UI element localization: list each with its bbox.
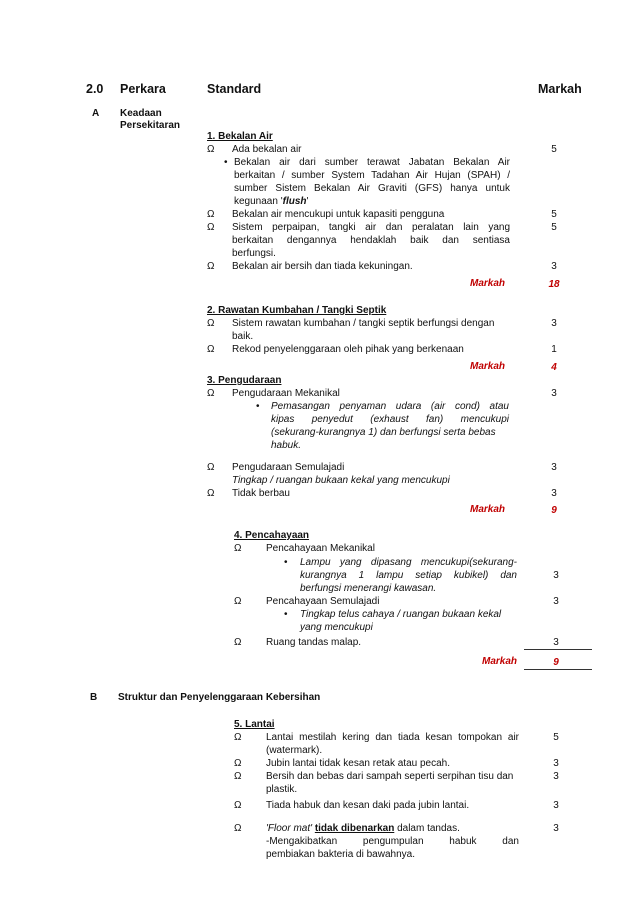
s1-item3-score: 5	[551, 222, 557, 233]
s1-item1: Ada bekalan air	[232, 144, 302, 155]
s1-markah-total: 18	[548, 279, 560, 290]
s1-item1-sub-line2: berkaitan / sumber System Tadahan Air Hujan (SPAH) /	[234, 170, 510, 181]
s5-heading: 5. Lantai	[234, 719, 275, 730]
omega-icon: Ω	[234, 758, 242, 769]
s1-item3-line1: Sistem perpaipan, tangki air dan peralatan lain yang	[232, 222, 510, 233]
s5-item4: Tiada habuk dan kesan daki pada jubin lantai.	[266, 800, 470, 811]
omega-icon: Ω	[207, 344, 215, 355]
header-standard: Standard	[207, 82, 262, 96]
omega-icon: Ω	[207, 144, 215, 155]
s4-item1-sub-line3: berfungsi menerangi kawasan.	[300, 583, 437, 594]
s1-item1-sub-line3: sumber Sistem Bekalan Air Graviti (GFS) hanya untuk	[234, 183, 510, 194]
s3-markah-label: Markah	[470, 504, 506, 515]
s3-item3: Tidak berbau	[232, 488, 290, 499]
s2-item1-line2: baik.	[232, 331, 254, 342]
s1-heading: 1. Bekalan Air	[207, 131, 273, 142]
s5-item1-line1: Lantai mestilah kering dan tiada kesan tompokan air	[266, 732, 519, 743]
s4-item2: Pencahayaan Semulajadi	[266, 596, 380, 607]
s4-markah-label: Markah	[482, 656, 518, 667]
s5-item5-line1	[266, 822, 460, 835]
s4-item1-sub-line1: Lampu yang dipasang mencukupi(sekurang-	[300, 557, 517, 568]
s1-markah-label: Markah	[470, 278, 506, 289]
s1-flush-pre: kegunaan '	[234, 196, 283, 207]
s3-item2-sub: Tingkap / ruangan bukaan kekal yang mencukupi	[232, 475, 450, 486]
omega-icon: Ω	[207, 209, 215, 220]
omega-icon: Ω	[234, 800, 242, 811]
s5-item5-line3: pembiakan bakteria di bawahnya.	[266, 849, 415, 860]
s3-item1-sub-line4: habuk.	[271, 440, 302, 451]
s5-item3-line2: plastik.	[266, 784, 298, 795]
omega-icon: Ω	[234, 637, 242, 648]
s3-item3-score: 3	[551, 488, 557, 499]
omega-icon: Ω	[207, 388, 215, 399]
s1-flush-word: flush	[282, 196, 307, 207]
s2-item2-score: 1	[551, 344, 557, 355]
bullet-icon: •	[284, 609, 288, 620]
score-rule	[524, 669, 592, 670]
header-markah: Markah	[538, 82, 582, 96]
omega-icon: Ω	[234, 771, 242, 782]
bullet-icon: •	[284, 557, 288, 568]
s5-item1-line2: (watermark).	[266, 745, 323, 756]
s4-item1-sub-line2: kurangnya 1 lampu setiap kubikel) dan	[300, 570, 517, 581]
s5-item3-score: 3	[553, 771, 559, 782]
s3-item1-sub-line3: (sekurang-kurangnya 1) dan berfungsi serta bebas	[271, 427, 496, 438]
s5-item5-score: 3	[553, 823, 559, 834]
s4-item2-score: 3	[553, 596, 559, 607]
s4-markah-total: 9	[553, 657, 559, 668]
s2-markah-total: 4	[551, 362, 557, 373]
omega-icon: Ω	[234, 596, 242, 607]
omega-icon: Ω	[207, 318, 215, 329]
s2-item2: Rekod penyelenggaraan oleh pihak yang berkenaan	[232, 344, 464, 355]
score-rule	[524, 649, 592, 650]
omega-icon: Ω	[207, 261, 215, 272]
s3-item1-sub-line1: Pemasangan penyaman udara (air cond) atau	[271, 401, 509, 412]
s1-item1-sub-line4	[234, 195, 308, 208]
s3-item2: Pengudaraan Semulajadi	[232, 462, 345, 473]
s4-item2-sub-line1: Tingkap telus cahaya / ruangan bukaan kekal	[300, 609, 502, 620]
s4-item2-sub-line2: yang mencukupi	[300, 622, 373, 633]
s1-flush-post: '	[306, 196, 309, 207]
omega-icon: Ω	[234, 732, 242, 743]
omega-icon: Ω	[207, 488, 215, 499]
s1-item1-score: 5	[551, 144, 557, 155]
s3-item1: Pengudaraan Mekanikal	[232, 388, 340, 399]
s5-item2: Jubin lantai tidak kesan retak atau pecah.	[266, 758, 451, 769]
s3-item2-score: 3	[551, 462, 557, 473]
s3-item1-score: 3	[551, 388, 557, 399]
s4-item3: Ruang tandas malap.	[266, 637, 362, 648]
section-a-letter: A	[92, 108, 100, 119]
s4-heading: 4. Pencahayaan	[234, 530, 310, 541]
s2-item1-line1: Sistem rawatan kumbahan / tangki septik berfungsi dengan	[232, 318, 495, 329]
s5-item3-line1: Bersih dan bebas dari sampah seperti serpihan tisu dan	[266, 771, 514, 782]
section-a-title-1: Keadaan	[120, 108, 162, 119]
s1-item4: Bekalan air bersih dan tiada kekuningan.	[232, 261, 413, 272]
s4-item3-score: 3	[553, 637, 559, 648]
s5-item2-score: 3	[553, 758, 559, 769]
s1-item1-sub-line1: Bekalan air dari sumber terawat Jabatan Bekalan Air	[234, 157, 510, 168]
s1-item3-line3: berfungsi.	[232, 248, 276, 259]
s1-item2-score: 5	[551, 209, 557, 220]
bullet-icon: •	[224, 157, 228, 168]
s2-heading: 2. Rawatan Kumbahan / Tangki Septik	[207, 305, 387, 316]
s1-item2: Bekalan air mencukupi untuk kapasiti pengguna	[232, 209, 445, 220]
omega-icon: Ω	[234, 543, 242, 554]
bullet-icon: •	[256, 401, 260, 412]
section-b-title: Struktur dan Penyelenggaraan Kebersihan	[118, 692, 321, 703]
s3-heading: 3. Pengudaraan	[207, 375, 282, 386]
section-b-letter: B	[90, 692, 98, 703]
s3-markah-total: 9	[551, 505, 557, 516]
section-a-title-2: Persekitaran	[120, 120, 181, 131]
s2-markah-label: Markah	[470, 361, 506, 372]
s3-item1-sub-line2: kipas penyedut (exhaust fan) mencukupi	[271, 414, 509, 425]
header-perkara: Perkara	[120, 82, 166, 96]
omega-icon: Ω	[234, 823, 242, 834]
omega-icon: Ω	[207, 462, 215, 473]
header-number: 2.0	[86, 82, 104, 96]
s4-item1: Pencahayaan Mekanikal	[266, 543, 375, 554]
s5-dalam-tandas: dalam tandas.	[394, 823, 460, 834]
s5-item4-score: 3	[553, 800, 559, 811]
s1-item4-score: 3	[551, 261, 557, 272]
s2-item1-score: 3	[551, 318, 557, 329]
s5-item1-score: 5	[553, 732, 559, 743]
s5-item5-line2: -Mengakibatkan pengumpulan habuk dan	[266, 836, 519, 847]
s1-item3-line2: berkaitan dengannya hendaklah baik dan sentiasa	[232, 235, 510, 246]
s4-item1-score: 3	[553, 570, 559, 581]
omega-icon: Ω	[207, 222, 215, 233]
s5-tidak-dibenarkan: tidak dibenarkan	[314, 823, 395, 834]
s5-floor-mat: 'Floor mat'	[266, 823, 315, 834]
